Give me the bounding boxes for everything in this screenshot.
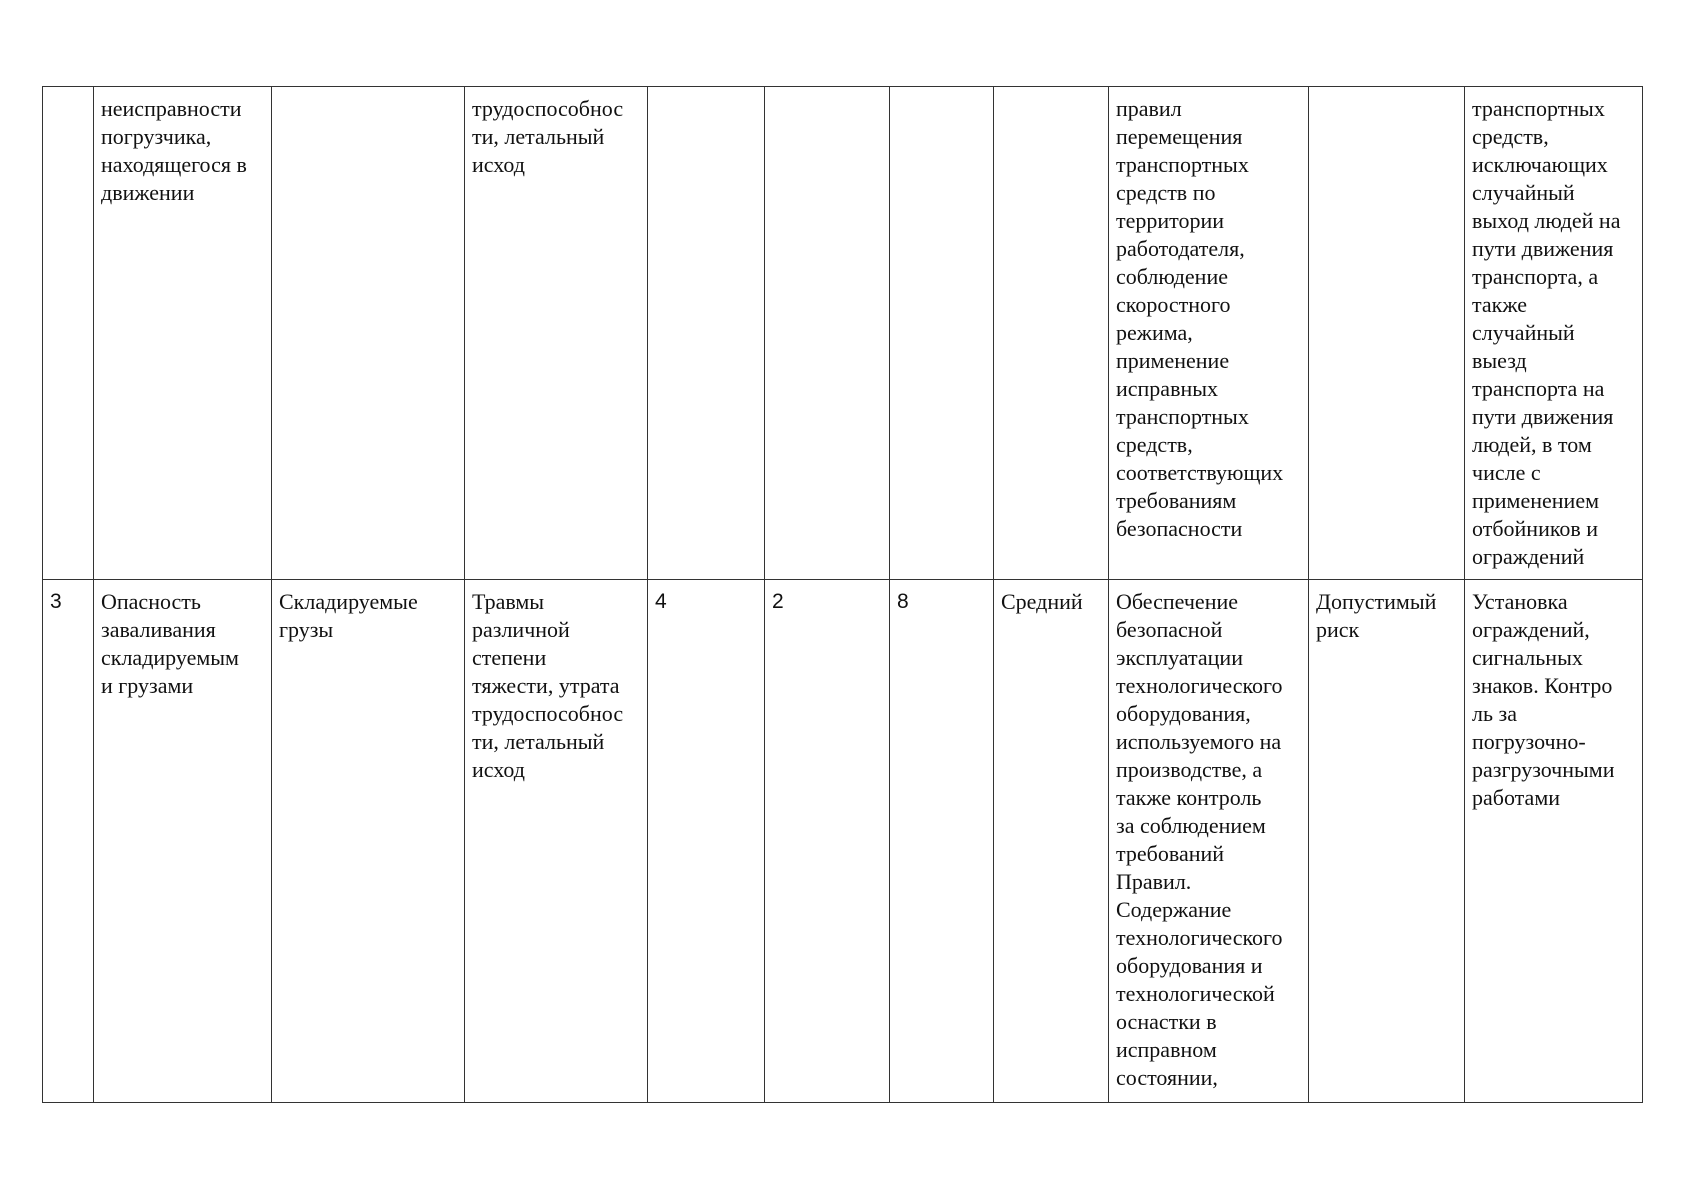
severity-cell: 4 [648, 580, 765, 1103]
control-measures-cell: правил перемещения транспортных средств по территории работодателя, соблюдение скоростного режима, применение исправных транспортных средств, соответствующих требованиям безопасности [1109, 87, 1309, 580]
probability-cell [765, 87, 890, 580]
additional-measures-cell: Установка ограждений, сигнальных знаков. Контро ль за погрузочно- разгрузочными работами [1465, 580, 1643, 1103]
severity-cell [648, 87, 765, 580]
table-row [43, 580, 1643, 1103]
hazard-source-cell [272, 87, 465, 580]
risk-assessment-table [42, 86, 1643, 1103]
additional-measures-cell: транспортных средств, исключающих случайный выход людей на пути движения транспорта, а также случайный выезд транспорта на пути движения людей, в том числе с применением отбойников и ограждений [1465, 87, 1643, 580]
probability-cell: 2 [765, 580, 890, 1103]
consequence-cell: трудоспособнос ти, летальный исход [465, 87, 648, 580]
row-number-cell: 3 [43, 580, 94, 1103]
risk-score-cell: 8 [890, 580, 994, 1103]
hazard-cell: Опасность заваливания складируемым и грузами [94, 580, 272, 1103]
control-measures-cell: Обеспечение безопасной эксплуатации технологического оборудования, используемого на производстве, а также контроль за соблюдением требований Правил. Содержание технологического оборудования и технологической оснастки в исправном состоянии, [1109, 580, 1309, 1103]
risk-level-cell [994, 87, 1109, 580]
consequence-cell: Травмы различной степени тяжести, утрата трудоспособнос ти, летальный исход [465, 580, 648, 1103]
risk-score-cell [890, 87, 994, 580]
risk-level-cell: Средний [994, 580, 1109, 1103]
hazard-cell: неисправности погрузчика, находящегося в движении [94, 87, 272, 580]
hazard-source-cell: Складируемые грузы [272, 580, 465, 1103]
risk-assessment-cell: Допустимый риск [1309, 580, 1465, 1103]
risk-assessment-cell [1309, 87, 1465, 580]
table-row [43, 87, 1643, 580]
row-number-cell [43, 87, 94, 580]
